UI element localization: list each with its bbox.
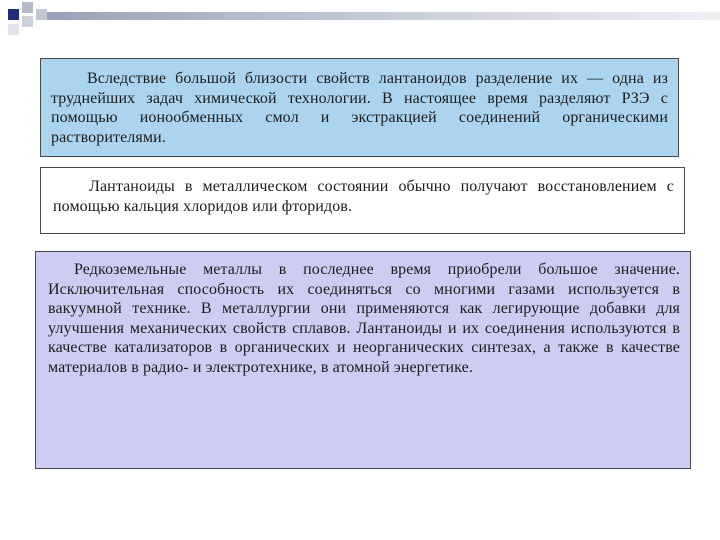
paragraph-applications: Редкоземельные металлы в последнее время приобрели большое значение. Исключительная способность их соединяться со многими газами используется в вакуумной технике. В металлургии они применяются как легирующие добавки для улучшения механических свойств сплавов. Лантаноиды и их соединения используются в качестве катализаторов в органических и неорганических синтезах, а также в качестве материалов в радио- и электротехнике, в атомной энергетике.: [48, 261, 680, 376]
text-box-applications: [35, 251, 691, 469]
text-box-reduction: [40, 167, 685, 234]
slide-header-decoration: [0, 0, 720, 40]
header-square-icon: [8, 24, 19, 35]
text-box-separation: [40, 58, 679, 157]
paragraph-reduction: Лантаноиды в металлическом состоянии обычно получают восстановлением с помощью кальция хлоридов или фторидов.: [53, 178, 674, 215]
header-gradient-bar: [40, 12, 720, 20]
header-square-icon: [22, 16, 33, 27]
header-square-icon: [22, 2, 33, 13]
paragraph-separation: Вследствие большой близости свойств лантаноидов разделение их — одна из труднейших задач химической технологии. В настоящее время разделяют РЗЭ с помощью ионообменных смол и экстракцией соединений органическими растворителями.: [51, 70, 668, 146]
header-square-icon: [8, 9, 19, 20]
header-square-icon: [36, 9, 47, 20]
